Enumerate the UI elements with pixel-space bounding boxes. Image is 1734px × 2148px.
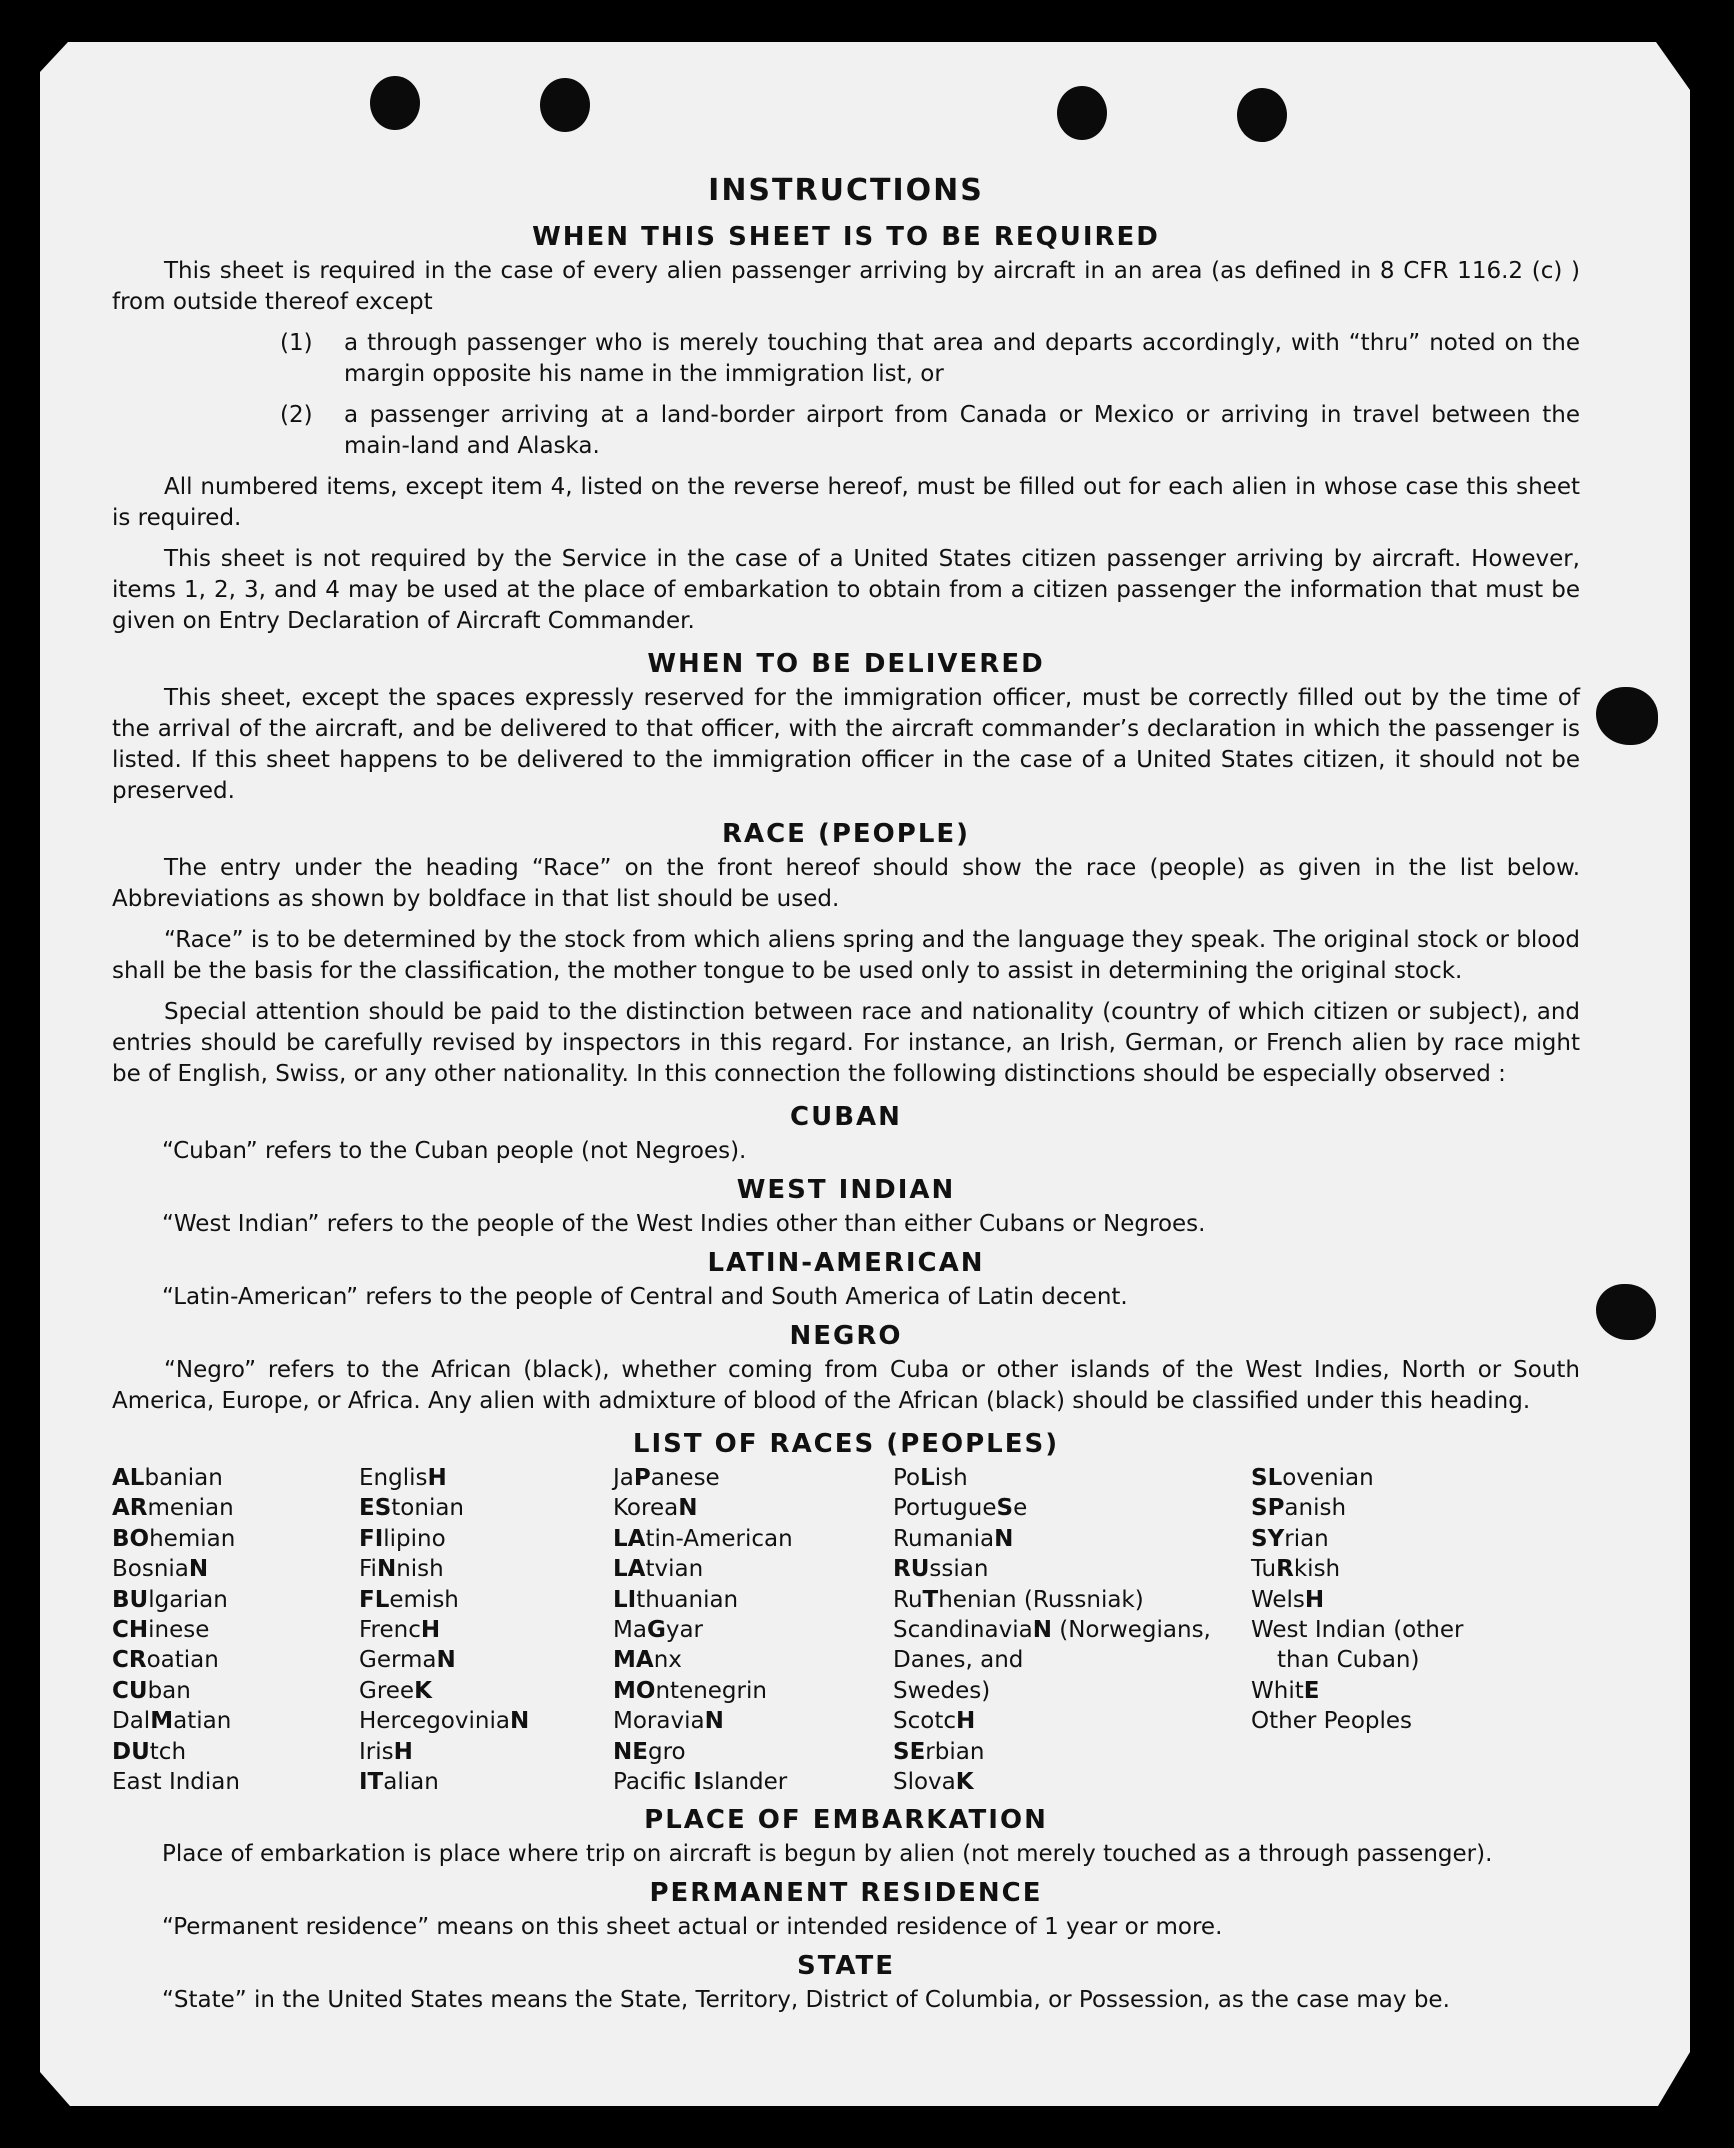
race-item <box>112 1676 359 1706</box>
race-text: Scotc <box>893 1708 956 1735</box>
race-item <box>613 1463 893 1493</box>
race-abbrev: H <box>1304 1586 1325 1613</box>
race-item <box>359 1554 613 1584</box>
race-abbrev: SP <box>1251 1495 1285 1522</box>
race-abbrev: K <box>955 1769 974 1796</box>
race-item <box>112 1737 359 1767</box>
paragraph: “Race” is to be determined by the stock from which aliens spring and the language they speak. The original stock or blood shall be the basis for the classification, the mother tongue to be used only to assist in determining the original stock. <box>112 927 1580 984</box>
race-text: anish <box>1284 1495 1347 1522</box>
punch-hole <box>540 78 590 132</box>
race-item <box>893 1463 1251 1493</box>
race-text: Pacific <box>613 1769 694 1796</box>
race-item <box>1251 1585 1571 1615</box>
race-item <box>893 1554 1251 1584</box>
section-heading-race: RACE (PEOPLE) <box>721 819 971 849</box>
race-text: atian <box>173 1708 232 1735</box>
race-text: West Indian (other <box>1251 1617 1464 1644</box>
race-item <box>893 1767 1251 1797</box>
paragraph: “West Indian” refers to the people of the West Indies other than either Cubans or Negroes. <box>162 1211 1206 1237</box>
race-text: alian <box>383 1769 439 1796</box>
race-text: nish <box>396 1556 444 1583</box>
race-text: banian <box>144 1465 223 1491</box>
section-heading-cuban: CUBAN <box>790 1102 902 1132</box>
race-item <box>1251 1463 1571 1493</box>
race-text: than Cuban) <box>1277 1647 1420 1674</box>
race-item <box>893 1585 1251 1615</box>
race-text: Po <box>893 1465 921 1491</box>
race-text: ssian <box>929 1556 989 1583</box>
race-item <box>359 1676 613 1706</box>
races-column <box>893 1463 1251 1797</box>
race-text: slander <box>701 1769 788 1796</box>
paragraph: This sheet, except the spaces expressly reserved for the immigration officer, must be correctly filled out by the time of the arrival of the aircraft, and be delivered to that officer, with the aircraft commander’s declaration in which the passenger is listed. If this sheet happens to be delivered to the immigration officer in the case of a United States citizen, it should not be preserved. <box>112 685 1580 804</box>
section-heading-negro: NEGRO <box>789 1321 903 1351</box>
race-text: Moravia <box>613 1708 705 1735</box>
section-heading-latin-american: LATIN-AMERICAN <box>707 1248 985 1278</box>
race-text: anese <box>650 1465 720 1491</box>
race-item <box>893 1676 1251 1706</box>
race-text: Portugue <box>893 1495 997 1522</box>
race-item <box>893 1524 1251 1554</box>
race-item <box>112 1463 359 1493</box>
paragraph: Special attention should be paid to the distinction between race and nationality (country of which citizen or subject), and entries should be carefully revised by inspectors in this regard. For instance, an Irish, German, or French alien by race might be of English, Swiss, or any other nationality. In this connection the following distinctions should be especially observed : <box>112 999 1580 1087</box>
races-column <box>1251 1463 1571 1797</box>
race-text: Slova <box>893 1769 956 1796</box>
race-text: tonian <box>391 1495 465 1522</box>
race-item <box>1251 1676 1571 1706</box>
race-abbrev: SL <box>1251 1465 1283 1491</box>
item-number: (2) <box>280 402 313 428</box>
race-text: Danes, and <box>893 1647 1024 1674</box>
paragraph: All numbered items, except item 4, listed on the reverse hereof, must be filled out for each alien in whose case this sheet is required. <box>112 474 1580 531</box>
paragraph: Place of embarkation is place where trip on aircraft is begun by alien (not merely touched as a through passenger). <box>162 1841 1493 1868</box>
race-abbrev: N <box>704 1708 724 1735</box>
section-heading-west-indian: WEST INDIAN <box>736 1175 956 1205</box>
race-item <box>359 1615 613 1645</box>
race-item <box>893 1645 1251 1675</box>
race-abbrev: LA <box>613 1525 646 1552</box>
race-abbrev: N <box>994 1525 1014 1552</box>
race-abbrev: N <box>1032 1617 1052 1644</box>
race-text: Gree <box>359 1677 415 1704</box>
race-abbrev: AR <box>112 1495 148 1522</box>
race-item <box>613 1554 893 1584</box>
races-column <box>613 1463 893 1797</box>
race-item <box>359 1645 613 1675</box>
race-item <box>359 1737 613 1767</box>
race-item <box>893 1493 1251 1523</box>
races-column <box>112 1463 359 1797</box>
race-abbrev: K <box>414 1677 432 1704</box>
race-text: yar <box>665 1617 704 1644</box>
race-abbrev: NE <box>613 1738 648 1765</box>
paragraph: “State” in the United States means the State, Territory, District of Columbia, or Possession, as the case may be. <box>162 1987 1450 2014</box>
race-abbrev: ES <box>359 1495 392 1522</box>
race-abbrev: DU <box>112 1738 150 1765</box>
punch-hole <box>1057 86 1107 140</box>
race-abbrev: T <box>922 1586 939 1613</box>
race-text: Scandinavia <box>893 1617 1033 1644</box>
race-abbrev: M <box>150 1708 174 1735</box>
race-text: Hercegovinia <box>359 1708 510 1735</box>
race-text: hemian <box>149 1525 236 1552</box>
race-abbrev: N <box>678 1495 698 1522</box>
race-text: Iris <box>359 1738 394 1765</box>
paragraph: This sheet is not required by the Service in the case of a United States citizen passenger arriving by aircraft. However, items 1, 2, 3, and 4 may be used at the place of embarkation to obtain from a citizen passenger the information that must be given on Entry Declaration of Aircraft Commander. <box>112 546 1580 634</box>
race-abbrev: CR <box>112 1647 147 1674</box>
race-abbrev: CH <box>112 1617 149 1644</box>
race-text: Wels <box>1251 1586 1305 1613</box>
race-text: menian <box>147 1495 234 1522</box>
section-heading-embarkation: PLACE OF EMBARKATION <box>644 1805 1048 1836</box>
race-item <box>1251 1524 1571 1554</box>
race-item <box>112 1554 359 1584</box>
ink-blot <box>1596 1284 1656 1340</box>
race-text: Other Peoples <box>1251 1708 1413 1735</box>
race-item <box>613 1767 893 1797</box>
item-text: a through passenger who is merely touching that area and departs accordingly, with “thru” noted on the margin opposite his name in the immigration list, or <box>344 330 1580 387</box>
race-item <box>613 1676 893 1706</box>
paragraph: This sheet is required in the case of every alien passenger arriving by aircraft in an area (as defined in 8 CFR 116.2 (c) ) from outside thereof except <box>112 258 1580 315</box>
race-abbrev: H <box>393 1738 413 1765</box>
race-abbrev: N <box>436 1647 456 1674</box>
race-item <box>1251 1554 1571 1584</box>
race-text: thuanian <box>636 1586 739 1613</box>
race-item <box>359 1706 613 1736</box>
race-abbrev: S <box>996 1495 1014 1522</box>
race-text: Dal <box>112 1708 151 1735</box>
race-item <box>893 1737 1251 1767</box>
page-title: INSTRUCTIONS <box>708 173 984 208</box>
race-abbrev: SY <box>1251 1525 1285 1552</box>
race-text: ish <box>934 1465 968 1491</box>
race-item <box>613 1645 893 1675</box>
instructions-content <box>112 175 1580 2022</box>
section-heading-list-of-races: LIST OF RACES (PEOPLES) <box>632 1429 1060 1459</box>
race-item <box>613 1524 893 1554</box>
race-item <box>1251 1645 1571 1675</box>
race-text: Ma <box>613 1617 647 1644</box>
race-text: Fi <box>359 1556 377 1583</box>
race-text: e <box>1013 1495 1028 1522</box>
race-abbrev: G <box>646 1617 666 1644</box>
race-text: Tu <box>1251 1556 1277 1583</box>
race-text: Frenc <box>359 1617 421 1644</box>
race-item <box>893 1706 1251 1736</box>
race-text: lipino <box>383 1525 446 1552</box>
races-column <box>359 1463 613 1797</box>
race-item <box>112 1706 359 1736</box>
race-text: tch <box>149 1738 187 1765</box>
race-abbrev: IT <box>359 1769 384 1796</box>
race-text: emish <box>389 1586 459 1613</box>
race-item <box>112 1524 359 1554</box>
race-text: Swedes) <box>893 1677 991 1704</box>
race-abbrev: H <box>427 1465 447 1491</box>
race-abbrev: AL <box>112 1465 145 1491</box>
race-text: henian (Russniak) <box>938 1586 1144 1613</box>
race-text: Whit <box>1251 1677 1304 1704</box>
race-abbrev: SE <box>893 1738 926 1765</box>
race-item <box>613 1615 893 1645</box>
race-item <box>359 1493 613 1523</box>
race-text: tvian <box>645 1556 704 1583</box>
race-abbrev: MA <box>613 1647 654 1674</box>
race-abbrev: LA <box>613 1556 646 1583</box>
race-abbrev: BU <box>112 1586 149 1613</box>
punch-hole <box>1237 88 1287 142</box>
race-text: Ru <box>893 1586 923 1613</box>
race-item <box>1251 1615 1571 1645</box>
race-text: gro <box>647 1738 686 1765</box>
race-text: Korea <box>613 1495 679 1522</box>
races-list <box>112 1463 1580 1797</box>
race-abbrev: P <box>633 1465 651 1491</box>
race-abbrev: H <box>420 1617 441 1644</box>
race-abbrev: N <box>188 1556 209 1583</box>
race-abbrev: N <box>509 1708 530 1735</box>
list-item <box>280 400 1580 462</box>
paragraph: “Negro” refers to the African (black), whether coming from Cuba or other islands of the West Indies, North or South America, Europe, or Africa. Any alien with admixture of blood of the African (black) should be classified under this heading. <box>112 1357 1580 1414</box>
race-text: rian <box>1284 1525 1329 1552</box>
race-item <box>1251 1493 1571 1523</box>
race-abbrev: LI <box>613 1586 637 1613</box>
race-item <box>359 1524 613 1554</box>
race-item <box>112 1615 359 1645</box>
race-abbrev: RU <box>893 1556 930 1583</box>
race-abbrev: R <box>1276 1556 1294 1583</box>
race-item <box>359 1767 613 1797</box>
race-text: Ja <box>613 1465 634 1491</box>
race-text: Englis <box>359 1465 428 1491</box>
paragraph: “Permanent residence” means on this sheet actual or intended residence of 1 year or more. <box>162 1914 1223 1941</box>
section-heading-delivered: WHEN TO BE DELIVERED <box>647 649 1045 679</box>
race-text: East Indian <box>112 1769 240 1796</box>
race-item <box>613 1706 893 1736</box>
race-text: inese <box>148 1617 210 1644</box>
race-item <box>613 1585 893 1615</box>
race-abbrev: H <box>955 1708 976 1735</box>
race-item <box>359 1585 613 1615</box>
race-text: (Norwegians, <box>1051 1617 1211 1644</box>
race-abbrev: N <box>376 1556 397 1583</box>
race-text: nx <box>653 1647 682 1674</box>
race-abbrev: L <box>920 1465 935 1491</box>
race-text: ovenian <box>1282 1465 1374 1491</box>
section-heading-state: STATE <box>796 1951 896 1982</box>
race-text: ban <box>147 1677 191 1704</box>
race-item <box>613 1493 893 1523</box>
race-item <box>1251 1706 1571 1736</box>
race-abbrev: BO <box>112 1525 150 1552</box>
race-abbrev: CU <box>112 1677 148 1704</box>
race-abbrev: MO <box>613 1677 656 1704</box>
race-item <box>112 1585 359 1615</box>
section-heading-residence: PERMANENT RESIDENCE <box>649 1878 1043 1909</box>
race-item <box>112 1645 359 1675</box>
item-text: a passenger arriving at a land-border airport from Canada or Mexico or arriving in travel between the main-land and Alaska. <box>344 402 1580 459</box>
race-text: tin-American <box>645 1525 793 1552</box>
list-item <box>280 328 1580 390</box>
paragraph: The entry under the heading “Race” on the front hereof should show the race (people) as given in the list below. Abbreviations as shown by boldface in that list should be used. <box>112 855 1580 912</box>
race-abbrev: I <box>693 1769 702 1796</box>
race-abbrev: FI <box>359 1525 384 1552</box>
race-item <box>893 1615 1251 1645</box>
race-abbrev: E <box>1303 1677 1320 1704</box>
race-text: Bosnia <box>112 1556 189 1583</box>
paragraph: “Cuban” refers to the Cuban people (not Negroes). <box>162 1138 747 1164</box>
race-text: rbian <box>925 1738 985 1765</box>
ink-blot <box>1596 687 1658 745</box>
race-item <box>112 1493 359 1523</box>
race-text: Germa <box>359 1647 437 1674</box>
paragraph: “Latin-American” refers to the people of Central and South America of Latin decent. <box>162 1284 1128 1310</box>
race-item <box>613 1737 893 1767</box>
punch-hole <box>370 76 420 130</box>
race-text: kish <box>1293 1556 1341 1583</box>
race-text: oatian <box>146 1647 219 1674</box>
race-abbrev: FL <box>359 1586 390 1613</box>
item-number: (1) <box>280 330 313 356</box>
race-text: ntenegrin <box>655 1677 767 1704</box>
race-item <box>112 1767 359 1797</box>
section-heading-required: WHEN THIS SHEET IS TO BE REQUIRED <box>532 222 1160 252</box>
race-text: Rumania <box>893 1525 995 1552</box>
race-item <box>359 1463 613 1493</box>
race-text: lgarian <box>148 1586 228 1613</box>
